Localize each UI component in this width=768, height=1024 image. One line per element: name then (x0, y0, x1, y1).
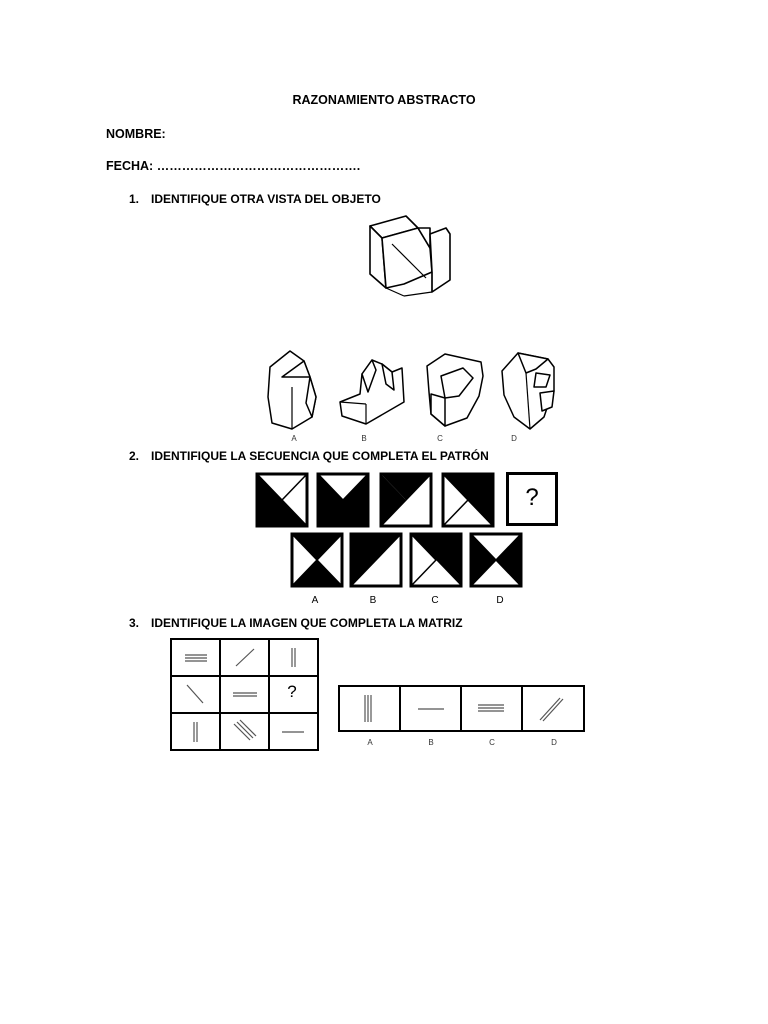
question-2-text: IDENTIFIQUE LA SECUENCIA QUE COMPLETA EL PATRÓN (151, 449, 489, 463)
q3-option-d-label[interactable]: D (551, 738, 557, 747)
q2-option-c-label[interactable]: C (431, 595, 439, 606)
q2-option-d-label[interactable]: D (496, 595, 504, 606)
q2-unknown-tile (506, 472, 558, 526)
q1-reference-object (346, 214, 466, 304)
question-3-number: 3. (129, 616, 140, 630)
q3-option-d[interactable] (522, 686, 582, 730)
q2-question-mark: ? (525, 484, 539, 511)
q1-option-b-label[interactable]: B (361, 434, 367, 443)
page-title: RAZONAMIENTO ABSTRACTO (292, 93, 476, 107)
question-1 (129, 192, 381, 206)
q2-option-b-label[interactable]: B (369, 595, 377, 606)
q1-option-d-object (496, 351, 558, 431)
q2-sequence-tile-1 (255, 472, 309, 528)
q3-option-b-label[interactable]: B (428, 738, 434, 747)
q1-option-b-object (336, 354, 406, 426)
nombre-label: NOMBRE: (106, 127, 166, 141)
q3-option-a-label[interactable]: A (367, 738, 373, 747)
q2-option-d-tile[interactable] (469, 532, 523, 588)
question-1-number: 1. (129, 192, 140, 206)
q3-option-c[interactable] (461, 686, 521, 730)
q3-option-b[interactable] (400, 686, 460, 730)
q1-option-c-object (423, 352, 487, 428)
question-3 (129, 616, 463, 630)
question-2-number: 2. (129, 449, 140, 463)
fecha-label: FECHA: …………………………………………. (106, 159, 361, 173)
q2-option-c-tile[interactable] (409, 532, 463, 588)
question-3-text: IDENTIFIQUE LA IMAGEN QUE COMPLETA LA MATRIZ (151, 616, 463, 630)
q3-option-a[interactable] (339, 686, 399, 730)
q3-question-mark: ? (287, 682, 297, 701)
q2-option-a-label[interactable]: A (311, 595, 319, 606)
q1-option-c-label[interactable]: C (437, 434, 443, 443)
question-1-text: IDENTIFIQUE OTRA VISTA DEL OBJETO (151, 192, 381, 206)
q3-option-c-label[interactable]: C (489, 738, 495, 747)
q2-sequence-tile-4 (441, 472, 495, 528)
q2-sequence-tile-2 (316, 472, 370, 528)
q1-option-d-label[interactable]: D (511, 434, 517, 443)
q2-option-a-tile[interactable] (290, 532, 344, 588)
q2-sequence-tile-3 (379, 472, 433, 528)
q2-option-b-tile[interactable] (349, 532, 403, 588)
question-2 (129, 449, 489, 463)
q1-option-a-label[interactable]: A (291, 434, 297, 443)
q1-option-a-object (262, 347, 324, 431)
